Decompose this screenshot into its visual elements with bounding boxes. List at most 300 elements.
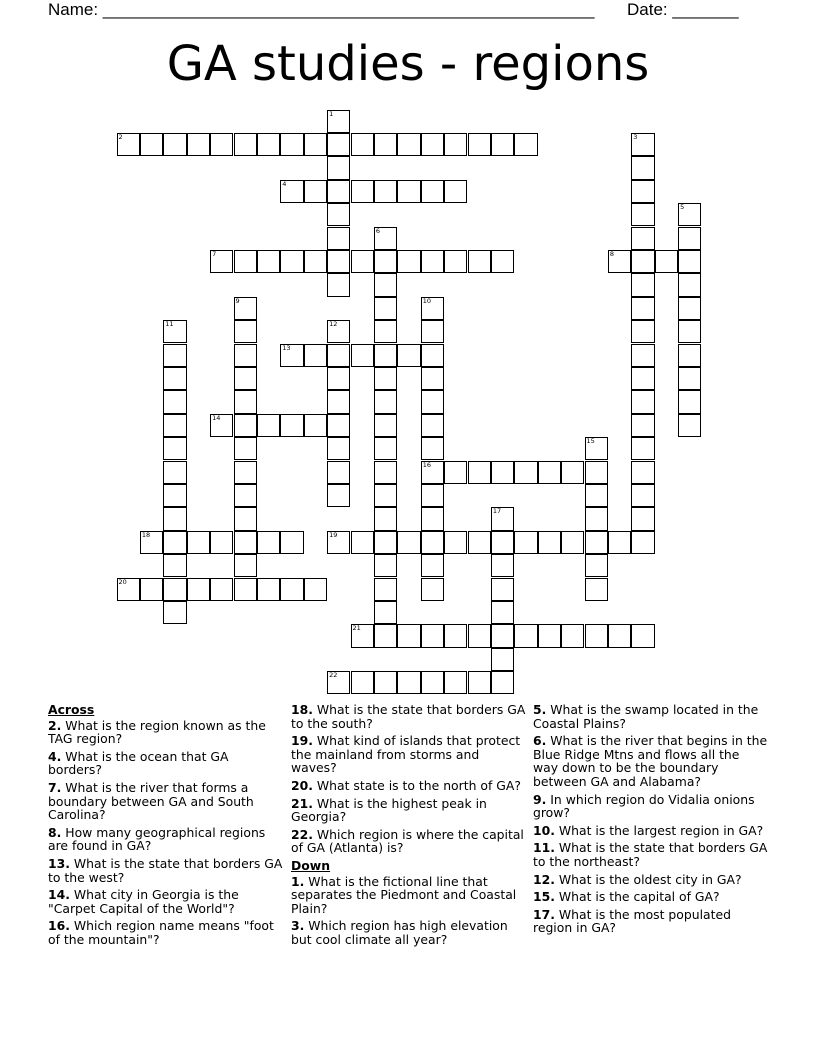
grid-cell[interactable]	[327, 180, 350, 203]
grid-cell[interactable]	[491, 624, 514, 647]
grid-cell[interactable]	[491, 648, 514, 671]
grid-cell[interactable]	[397, 671, 420, 694]
clue-number-label: 18.	[291, 702, 313, 717]
clue-number-label: 21.	[291, 795, 313, 811]
clue-item	[48, 781, 283, 822]
clue-number-label: 8.	[48, 824, 62, 840]
grid-cell[interactable]	[234, 578, 257, 601]
clue-text: What is the ocean that GA borders?	[48, 748, 229, 778]
clue-number: 8	[609, 249, 615, 258]
clue-text: What is the oldest city in GA?	[554, 871, 742, 887]
clue-number-label: 7.	[48, 779, 62, 795]
grid-cell[interactable]	[327, 437, 350, 460]
grid-cell[interactable]	[585, 461, 608, 484]
grid-cell[interactable]	[374, 390, 397, 413]
grid-cell[interactable]	[491, 578, 514, 601]
clue-number: 20	[118, 577, 127, 586]
grid-cell[interactable]	[585, 484, 608, 507]
clue-item	[48, 719, 283, 746]
grid-cell[interactable]	[163, 133, 186, 156]
grid-cell[interactable]	[444, 671, 467, 694]
grid-cell[interactable]	[444, 624, 467, 647]
grid-cell[interactable]	[631, 156, 654, 179]
clue-item	[533, 793, 768, 820]
grid-cell[interactable]	[585, 507, 608, 530]
clue-number: 19	[329, 530, 338, 539]
grid-cell[interactable]	[631, 297, 654, 320]
grid-cell[interactable]	[140, 578, 163, 601]
clue-number: 22	[329, 671, 338, 680]
grid-cell[interactable]	[257, 578, 280, 601]
grid-cell[interactable]	[374, 320, 397, 343]
grid-cell[interactable]	[374, 344, 397, 367]
clue-text: How many geographical regions are found in GA?	[48, 824, 266, 854]
grid-cell[interactable]	[351, 531, 374, 554]
grid-cell[interactable]	[397, 344, 420, 367]
clue-number-label: 12.	[533, 871, 555, 887]
grid-cell[interactable]	[234, 344, 257, 367]
grid-cell[interactable]	[421, 437, 444, 460]
grid-cell[interactable]	[468, 133, 491, 156]
grid-cell[interactable]	[351, 180, 374, 203]
clue-item	[291, 828, 526, 855]
clue-item	[291, 919, 526, 946]
grid-cell[interactable]	[421, 344, 444, 367]
grid-cell[interactable]	[631, 180, 654, 203]
clue-item	[291, 703, 526, 730]
grid-cell[interactable]	[234, 320, 257, 343]
grid-cell[interactable]	[397, 133, 420, 156]
clue-number: 21	[352, 624, 361, 633]
grid-cell[interactable]	[234, 484, 257, 507]
grid-cell[interactable]	[491, 554, 514, 577]
grid-cell[interactable]	[631, 250, 654, 273]
clue-text: What is the swamp located in the Coastal Plains?	[533, 702, 759, 731]
clue-text: Which region is where the capital of GA (Atlanta) is?	[291, 826, 524, 856]
grid-cell[interactable]	[374, 554, 397, 577]
grid-cell[interactable]	[421, 554, 444, 577]
grid-cell[interactable]	[421, 180, 444, 203]
grid-cell[interactable]	[374, 484, 397, 507]
grid-cell[interactable]	[327, 484, 350, 507]
clue-text: What is the fictional line that separates the Piedmont and Coastal Plain?	[291, 873, 517, 916]
clue-text: What kind of islands that protect the mainland from storms and waves?	[291, 733, 521, 776]
grid-cell[interactable]	[631, 227, 654, 250]
clue-item	[533, 841, 768, 868]
grid-cell[interactable]	[163, 484, 186, 507]
grid-cell[interactable]	[608, 250, 631, 273]
grid-cell[interactable]	[491, 601, 514, 624]
grid-cell[interactable]	[327, 133, 350, 156]
grid-cell[interactable]	[631, 320, 654, 343]
grid-cell[interactable]	[514, 531, 537, 554]
grid-cell[interactable]	[444, 531, 467, 554]
grid-cell[interactable]	[514, 624, 537, 647]
clue-item	[48, 888, 283, 915]
grid-cell[interactable]	[234, 554, 257, 577]
grid-cell[interactable]	[538, 461, 561, 484]
grid-cell[interactable]	[210, 531, 233, 554]
clue-number-label: 22.	[291, 826, 313, 842]
grid-cell[interactable]	[351, 250, 374, 273]
grid-cell[interactable]	[514, 461, 537, 484]
grid-cell[interactable]	[327, 320, 350, 343]
grid-cell[interactable]	[304, 414, 327, 437]
down-heading: Down	[291, 857, 331, 873]
clue-item	[533, 890, 768, 904]
grid-cell[interactable]	[140, 531, 163, 554]
grid-cell[interactable]	[561, 531, 584, 554]
grid-cell[interactable]	[257, 414, 280, 437]
grid-cell[interactable]	[163, 367, 186, 390]
grid-cell[interactable]	[304, 578, 327, 601]
clue-item	[48, 826, 283, 853]
grid-cell[interactable]	[585, 437, 608, 460]
grid-cell[interactable]	[327, 367, 350, 390]
clue-item	[291, 779, 526, 793]
grid-cell[interactable]	[514, 133, 537, 156]
grid-cell[interactable]	[631, 624, 654, 647]
grid-cell[interactable]	[678, 297, 701, 320]
grid-cell[interactable]	[163, 437, 186, 460]
clue-number: 17	[492, 507, 502, 516]
clue-text: What is the largest region in GA?	[554, 822, 764, 838]
grid-cell[interactable]	[444, 180, 467, 203]
clue-number: 14	[212, 413, 221, 422]
grid-cell[interactable]	[234, 414, 257, 437]
grid-cell[interactable]	[608, 531, 631, 554]
grid-cell[interactable]	[210, 250, 233, 273]
grid-cell[interactable]	[678, 273, 701, 296]
grid-cell[interactable]	[351, 133, 374, 156]
grid-cell[interactable]	[608, 624, 631, 647]
grid-cell[interactable]	[327, 203, 350, 226]
grid-cell[interactable]	[468, 461, 491, 484]
grid-cell[interactable]	[397, 250, 420, 273]
grid-cell[interactable]	[163, 461, 186, 484]
grid-cell[interactable]	[374, 133, 397, 156]
grid-cell[interactable]	[327, 531, 350, 554]
grid-cell[interactable]	[678, 367, 701, 390]
grid-cell[interactable]	[234, 531, 257, 554]
clue-item	[533, 703, 768, 730]
grid-cell[interactable]	[397, 180, 420, 203]
grid-cell[interactable]	[444, 461, 467, 484]
grid-cell[interactable]	[585, 578, 608, 601]
grid-cell[interactable]	[468, 671, 491, 694]
grid-cell[interactable]	[585, 554, 608, 577]
clue-number-label: 1.	[291, 873, 305, 889]
grid-cell[interactable]	[491, 250, 514, 273]
grid-cell[interactable]	[631, 203, 654, 226]
clue-text: What is the state that borders GA to the south?	[291, 702, 526, 731]
clue-number-label: 2.	[48, 717, 62, 733]
clue-item	[533, 873, 768, 887]
grid-cell[interactable]	[257, 531, 280, 554]
grid-cell[interactable]	[374, 180, 397, 203]
clue-number-label: 11.	[533, 840, 555, 856]
grid-cell[interactable]	[397, 531, 420, 554]
clue-item	[533, 908, 768, 935]
grid-cell[interactable]	[397, 624, 420, 647]
grid-cell[interactable]	[163, 531, 186, 554]
grid-cell[interactable]	[234, 461, 257, 484]
name-field-label: Name: ____________________________________________________	[48, 0, 595, 19]
grid-cell[interactable]	[491, 507, 514, 530]
grid-cell[interactable]	[280, 578, 303, 601]
grid-cell[interactable]	[585, 531, 608, 554]
clue-text: Which region name means "foot of the mountain"?	[48, 918, 274, 947]
grid-cell[interactable]	[280, 180, 303, 203]
grid-cell[interactable]	[280, 250, 303, 273]
grid-cell[interactable]	[234, 133, 257, 156]
clue-text: What city in Georgia is the "Carpet Capital of the World"?	[48, 887, 239, 916]
grid-cell[interactable]	[234, 297, 257, 320]
grid-cell[interactable]	[491, 461, 514, 484]
grid-cell[interactable]	[468, 250, 491, 273]
grid-cell[interactable]	[304, 250, 327, 273]
grid-cell[interactable]	[210, 414, 233, 437]
grid-cell[interactable]	[280, 344, 303, 367]
clues-column-2	[291, 703, 526, 951]
clue-number: 12	[329, 320, 338, 329]
grid-cell[interactable]	[163, 554, 186, 577]
grid-cell[interactable]	[444, 133, 467, 156]
clue-item	[533, 734, 768, 788]
clue-number-label: 20.	[291, 777, 313, 793]
grid-cell[interactable]	[678, 414, 701, 437]
grid-cell[interactable]	[327, 414, 350, 437]
grid-cell[interactable]	[374, 671, 397, 694]
clue-item	[291, 734, 526, 775]
grid-cell[interactable]	[631, 437, 654, 460]
clues-column-3	[533, 703, 768, 939]
grid-cell[interactable]	[351, 671, 374, 694]
grid-cell[interactable]	[163, 390, 186, 413]
clue-item	[533, 824, 768, 838]
clue-text: What is the most populated region in GA?	[533, 906, 731, 936]
grid-cell[interactable]	[234, 437, 257, 460]
grid-cell[interactable]	[421, 531, 444, 554]
grid-cell[interactable]	[538, 531, 561, 554]
grid-cell[interactable]	[374, 531, 397, 554]
grid-cell[interactable]	[327, 250, 350, 273]
clue-text: What is the highest peak in Georgia?	[291, 795, 487, 825]
grid-cell[interactable]	[140, 133, 163, 156]
grid-cell[interactable]	[163, 578, 186, 601]
clue-text: Which region has high elevation but cool climate all year?	[291, 918, 508, 947]
grid-cell[interactable]	[163, 344, 186, 367]
clue-number: 1	[329, 109, 334, 118]
clue-text: What is the capital of GA?	[554, 889, 720, 905]
grid-cell[interactable]	[257, 133, 280, 156]
grid-cell[interactable]	[280, 133, 303, 156]
grid-cell[interactable]	[187, 133, 210, 156]
clue-text: What is the river that forms a boundary between GA and South Carolina?	[48, 779, 254, 823]
grid-cell[interactable]	[631, 390, 654, 413]
clue-item	[48, 750, 283, 777]
clue-number-label: 16.	[48, 918, 70, 934]
clue-item	[48, 857, 283, 884]
grid-cell[interactable]	[187, 578, 210, 601]
grid-cell[interactable]	[374, 624, 397, 647]
grid-cell[interactable]	[631, 367, 654, 390]
grid-cell[interactable]	[491, 671, 514, 694]
clue-number-label: 4.	[48, 748, 62, 764]
clue-item	[291, 797, 526, 824]
clue-number-label: 14.	[48, 887, 70, 903]
grid-cell[interactable]	[631, 531, 654, 554]
grid-cell[interactable]	[421, 320, 444, 343]
grid-cell[interactable]	[491, 531, 514, 554]
clue-number: 10	[422, 296, 431, 305]
grid-cell[interactable]	[163, 320, 186, 343]
clue-number: 16	[422, 460, 431, 469]
grid-cell[interactable]	[421, 367, 444, 390]
grid-cell[interactable]	[327, 390, 350, 413]
grid-cell[interactable]	[117, 578, 140, 601]
grid-cell[interactable]	[678, 227, 701, 250]
grid-cell[interactable]	[631, 344, 654, 367]
clues-column-1	[48, 703, 283, 951]
grid-cell[interactable]	[444, 250, 467, 273]
grid-cell[interactable]	[210, 133, 233, 156]
grid-cell[interactable]	[374, 601, 397, 624]
grid-cell[interactable]	[585, 624, 608, 647]
grid-cell[interactable]	[631, 461, 654, 484]
grid-cell[interactable]	[421, 297, 444, 320]
grid-cell[interactable]	[631, 484, 654, 507]
grid-cell[interactable]	[421, 507, 444, 530]
grid-cell[interactable]	[327, 156, 350, 179]
grid-cell[interactable]	[117, 133, 140, 156]
grid-cell[interactable]	[631, 133, 654, 156]
clue-text: What is the state that borders GA to the west?	[48, 855, 283, 885]
clue-number-label: 13.	[48, 855, 70, 871]
page-title: GA studies - regions	[166, 36, 650, 92]
clue-number: 7	[212, 249, 217, 258]
clue-number: 11	[165, 320, 174, 329]
grid-cell[interactable]	[327, 344, 350, 367]
grid-cell[interactable]	[374, 507, 397, 530]
grid-cell[interactable]	[374, 273, 397, 296]
grid-cell[interactable]	[678, 390, 701, 413]
grid-cell[interactable]	[631, 414, 654, 437]
grid-cell[interactable]	[163, 414, 186, 437]
grid-cell[interactable]	[421, 578, 444, 601]
grid-cell[interactable]	[538, 624, 561, 647]
clue-item	[291, 875, 526, 916]
clue-number: 4	[282, 179, 287, 188]
grid-cell[interactable]	[163, 507, 186, 530]
clue-text: In which region do Vidalia onions grow?	[533, 791, 755, 821]
clue-number: 18	[141, 530, 151, 539]
grid-cell[interactable]	[421, 133, 444, 156]
grid-cell[interactable]	[421, 671, 444, 694]
grid-cell[interactable]	[234, 507, 257, 530]
clue-number-label: 6.	[533, 733, 547, 749]
clue-number-label: 3.	[291, 918, 305, 934]
grid-cell[interactable]	[280, 531, 303, 554]
grid-cell[interactable]	[374, 250, 397, 273]
grid-cell[interactable]	[421, 484, 444, 507]
grid-cell[interactable]	[351, 624, 374, 647]
grid-cell[interactable]	[257, 250, 280, 273]
grid-cell[interactable]	[421, 250, 444, 273]
grid-cell[interactable]	[163, 601, 186, 624]
grid-cell[interactable]	[421, 624, 444, 647]
grid-cell[interactable]	[327, 671, 350, 694]
grid-cell[interactable]	[491, 133, 514, 156]
clue-number: 6	[375, 226, 381, 235]
grid-cell[interactable]	[561, 624, 584, 647]
grid-cell[interactable]	[327, 273, 350, 296]
clue-item	[48, 919, 283, 946]
clue-text: What state is to the north of GA?	[312, 777, 521, 793]
grid-cell[interactable]	[374, 367, 397, 390]
clue-text: What is the river that begins in the Blue Ridge Mtns and flows all the way down to be the boundary between GA and Alabama?	[533, 733, 768, 789]
grid-cell[interactable]	[374, 227, 397, 250]
grid-cell[interactable]	[374, 578, 397, 601]
grid-cell[interactable]	[374, 414, 397, 437]
grid-cell[interactable]	[655, 250, 678, 273]
clue-number-label: 17.	[533, 906, 555, 922]
grid-cell[interactable]	[678, 320, 701, 343]
grid-cell[interactable]	[631, 273, 654, 296]
grid-cell[interactable]	[631, 507, 654, 530]
clue-text: What is the state that borders GA to the northeast?	[533, 840, 768, 869]
clue-number: 13	[282, 343, 291, 352]
grid-cell[interactable]	[351, 344, 374, 367]
clue-number-label: 5.	[533, 702, 547, 717]
grid-cell[interactable]	[678, 250, 701, 273]
grid-cell[interactable]	[304, 180, 327, 203]
clue-number: 2	[118, 132, 123, 141]
clue-number: 9	[235, 296, 240, 305]
grid-cell[interactable]	[374, 437, 397, 460]
grid-cell[interactable]	[327, 461, 350, 484]
clue-number-label: 19.	[291, 733, 313, 749]
grid-cell[interactable]	[234, 390, 257, 413]
grid-cell[interactable]	[678, 344, 701, 367]
grid-cell[interactable]	[187, 531, 210, 554]
across-heading: Across	[48, 702, 95, 717]
clue-number: 3	[633, 132, 638, 141]
grid-cell[interactable]	[304, 133, 327, 156]
grid-cell[interactable]	[280, 414, 303, 437]
grid-cell[interactable]	[678, 203, 701, 226]
grid-cell[interactable]	[374, 297, 397, 320]
grid-cell[interactable]	[304, 344, 327, 367]
grid-cell[interactable]	[374, 461, 397, 484]
grid-cell[interactable]	[327, 227, 350, 250]
date-field-label: Date: _______	[627, 0, 739, 19]
clue-number: 5	[680, 203, 685, 212]
grid-cell[interactable]	[234, 367, 257, 390]
clue-text: What is the region known as the TAG region?	[48, 717, 266, 747]
grid-cell[interactable]	[421, 414, 444, 437]
grid-cell[interactable]	[210, 578, 233, 601]
clue-number-label: 9.	[533, 791, 547, 807]
grid-cell[interactable]	[421, 390, 444, 413]
grid-cell[interactable]	[327, 110, 350, 133]
grid-cell[interactable]	[468, 624, 491, 647]
clue-number-label: 15.	[533, 889, 555, 905]
grid-cell[interactable]	[561, 461, 584, 484]
grid-cell[interactable]	[468, 531, 491, 554]
grid-cell[interactable]	[421, 461, 444, 484]
grid-cell[interactable]	[234, 250, 257, 273]
